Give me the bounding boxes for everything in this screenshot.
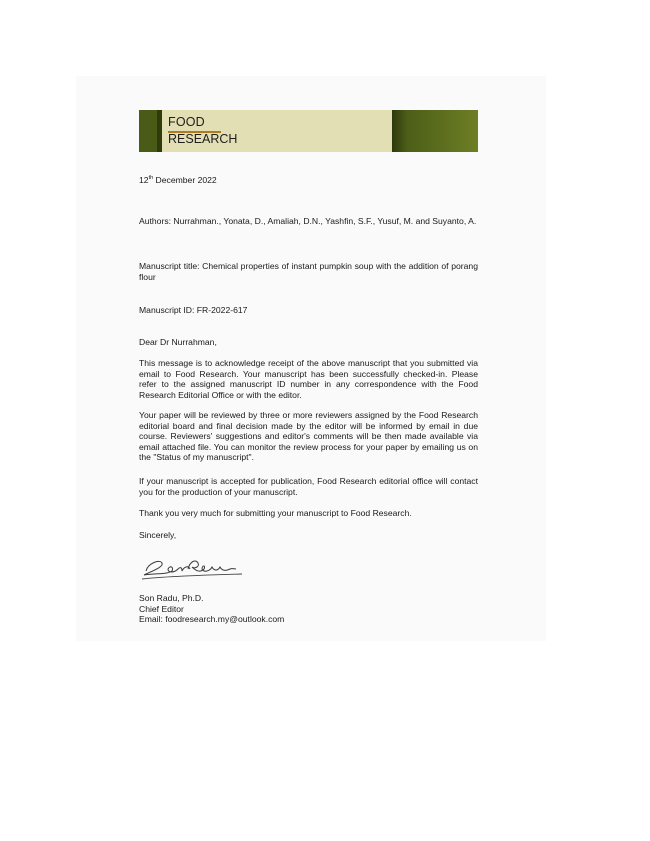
authors-line: Authors: Nurrahman., Yonata, D., Amaliah, D.N., Yashfin, S.F., Yusuf, M. and Suyanto, A. bbox=[139, 216, 477, 226]
signer-role: Chief Editor bbox=[139, 603, 184, 614]
manuscript-id: Manuscript ID: FR-2022-617 bbox=[139, 305, 248, 315]
journal-banner bbox=[139, 110, 478, 152]
logo-line1: FOOD bbox=[168, 115, 205, 129]
handwritten-signature bbox=[138, 549, 248, 583]
salutation: Dear Dr Nurrahman, bbox=[139, 337, 217, 347]
paragraph-acknowledge: This message is to acknowledge receipt of the above manuscript that you submitted via email to Food Research. Your manuscript has been successfully checked-in. Please refer to the assigned manuscript ID number in any correspondence with the Food Research Editorial Office or with the editor. bbox=[139, 358, 478, 400]
manuscript-title: Manuscript title: Chemical properties of instant pumpkin soup with the addition of porang flour bbox=[139, 261, 478, 282]
logo-line2: RESEARCH bbox=[168, 132, 238, 146]
paragraph-acceptance: If your manuscript is accepted for publication, Food Research editorial office will contact you for the production of your manuscript. bbox=[139, 476, 478, 497]
banner-right-bar bbox=[392, 110, 478, 152]
paragraph-review: Your paper will be reviewed by three or more reviewers assigned by the Food Research editorial board and final decision made by the editor will be informed by email in due course. Reviewers' suggestions and editor's comments will be then made available via email attached file. You can monitor the review process for your paper by emailing us on the "Status of my manuscript". bbox=[139, 410, 478, 463]
letter-date bbox=[139, 175, 478, 186]
date-suffix: th bbox=[148, 175, 154, 182]
signer-name: Son Radu, Ph.D. bbox=[139, 593, 204, 603]
paragraph-thanks: Thank you very much for submitting your manuscript to Food Research. bbox=[139, 508, 412, 518]
signer-email: Email: foodresearch.my@outlook.com bbox=[139, 614, 285, 625]
date-rest: December 2022 bbox=[153, 175, 217, 185]
banner-left-edge bbox=[157, 110, 162, 152]
banner-left-bar bbox=[139, 110, 157, 152]
date-day: 12 bbox=[139, 175, 149, 185]
closing: Sincerely, bbox=[139, 530, 177, 540]
